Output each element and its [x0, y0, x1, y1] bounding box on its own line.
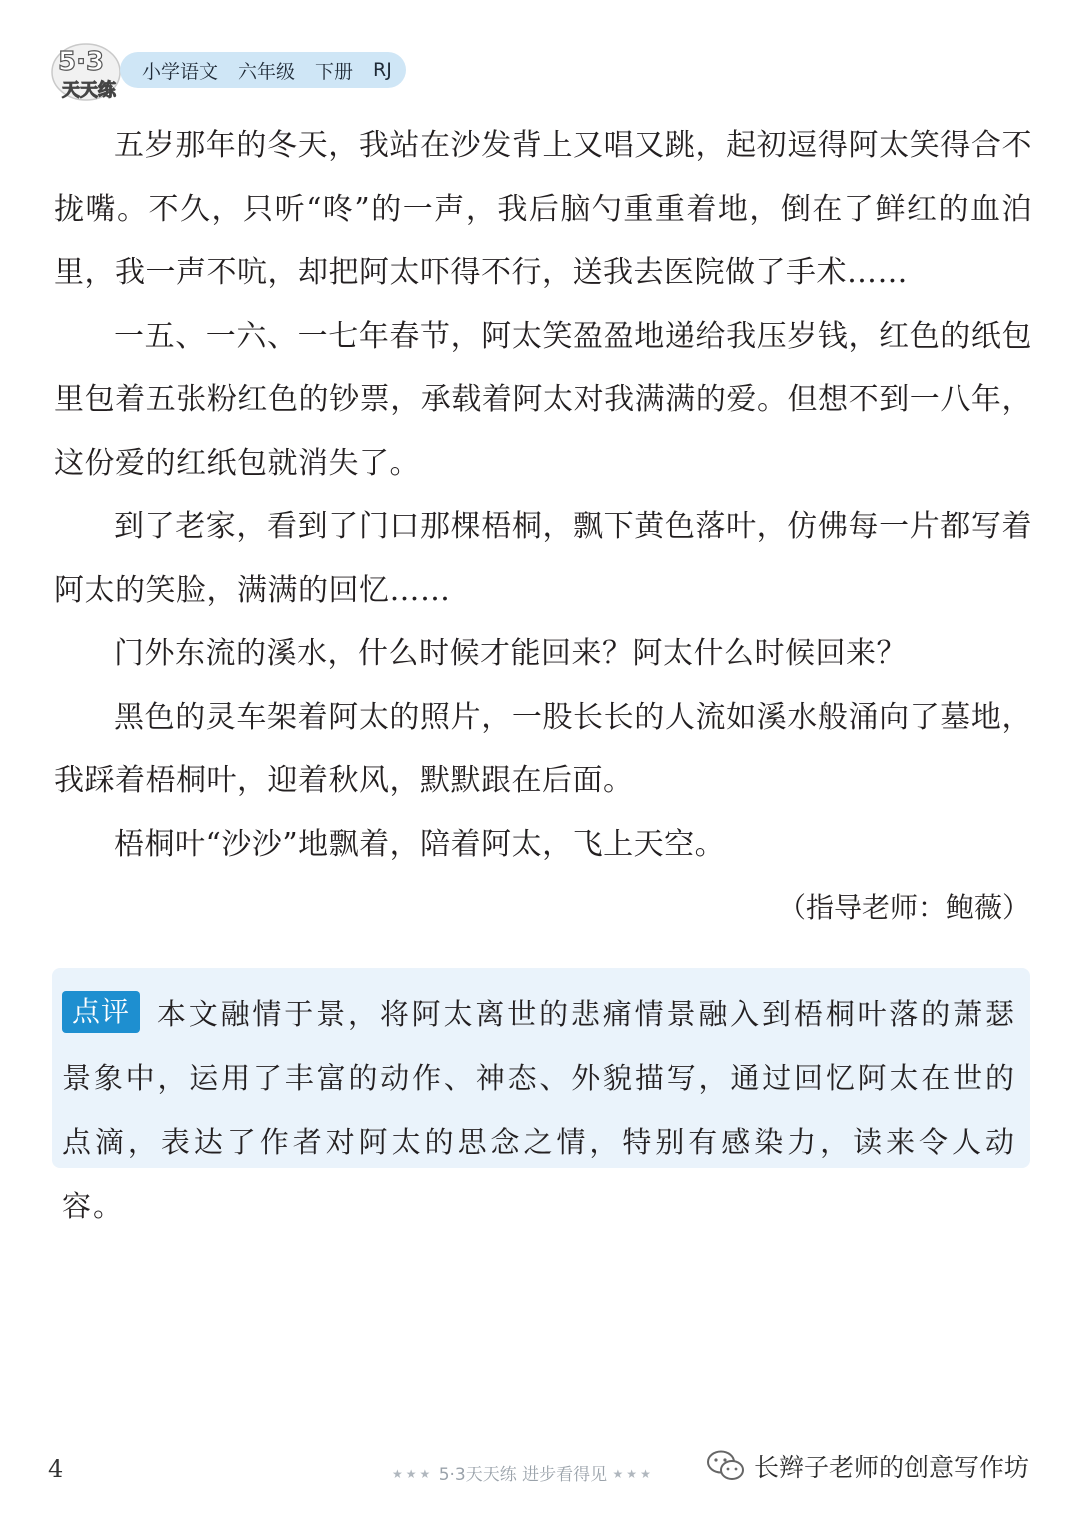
footer-slogan	[392, 1460, 654, 1485]
edition-label: RJ	[373, 59, 392, 81]
volume-label: 下册	[315, 60, 354, 83]
watermark	[706, 1448, 1029, 1484]
comment-badge: 点评	[62, 991, 140, 1033]
logo-graphic	[50, 40, 130, 106]
svg-text:天天练: 天天练	[62, 80, 116, 101]
stars-decoration: ★★★	[612, 1467, 654, 1481]
subject-label: 小学语文	[142, 60, 219, 83]
stars-decoration: ★★★	[392, 1467, 434, 1481]
slogan-text: 5·3天天练 进步看得见	[438, 1465, 608, 1485]
comment-text: 本文融情于景，将阿太离世的悲痛情景融入到梧桐叶落的萧瑟景象中，运用了丰富的动作、神态、外貌描写，通过回忆阿太在世的点滴，表达了作者对阿太的思念之情，特别有感染力，读来令人动容。	[62, 997, 1016, 1223]
wechat-icon	[706, 1449, 746, 1483]
comment-content	[62, 982, 1016, 1238]
teacher-signature: （指导老师：鲍薇）	[777, 891, 1030, 924]
paragraph: 门外东流的溪水，什么时候才能回来？阿太什么时候回来？	[114, 636, 907, 671]
paragraph: 梧桐叶“沙沙”地飘着，陪着阿太，飞上天空。	[114, 826, 726, 862]
paragraph: 一五、一六、一七年春节，阿太笑盈盈地递给我压岁钱，红色的纸包里包着五张粉红色的钞票，承载着阿太对我满满的爱。但想不到一八年，这份爱的红纸包就消失了。	[54, 318, 1032, 481]
watermark-text: 长辫子老师的创意写作坊	[754, 1453, 1030, 1482]
paragraph: 五岁那年的冬天，我站在沙发背上又唱又跳，起初逗得阿太笑得合不拢嘴。不久，只听“咚”的一声，我后脑勺重重着地，倒在了鲜红的血泊里，我一声不吭，却把阿太吓得不行，送我去医院做了手术……	[54, 128, 1032, 290]
svg-text:5·3: 5·3	[58, 47, 105, 77]
paragraph: 黑色的灵车架着阿太的照片，一股长长的人流如溪水般涌向了墓地，我踩着梧桐叶，迎着秋风，默默跟在后面。	[54, 699, 1032, 798]
paragraph: 到了老家，看到了门口那棵梧桐，飘下黄色落叶，仿佛每一片都写着阿太的笑脸，满满的回忆……	[54, 509, 1032, 608]
page-number: 4	[48, 1455, 64, 1483]
article-body	[54, 114, 1032, 939]
book-logo	[50, 40, 130, 106]
comment-box	[52, 968, 1030, 1223]
grade-label: 六年级	[238, 60, 296, 83]
book-info-header	[120, 52, 406, 88]
